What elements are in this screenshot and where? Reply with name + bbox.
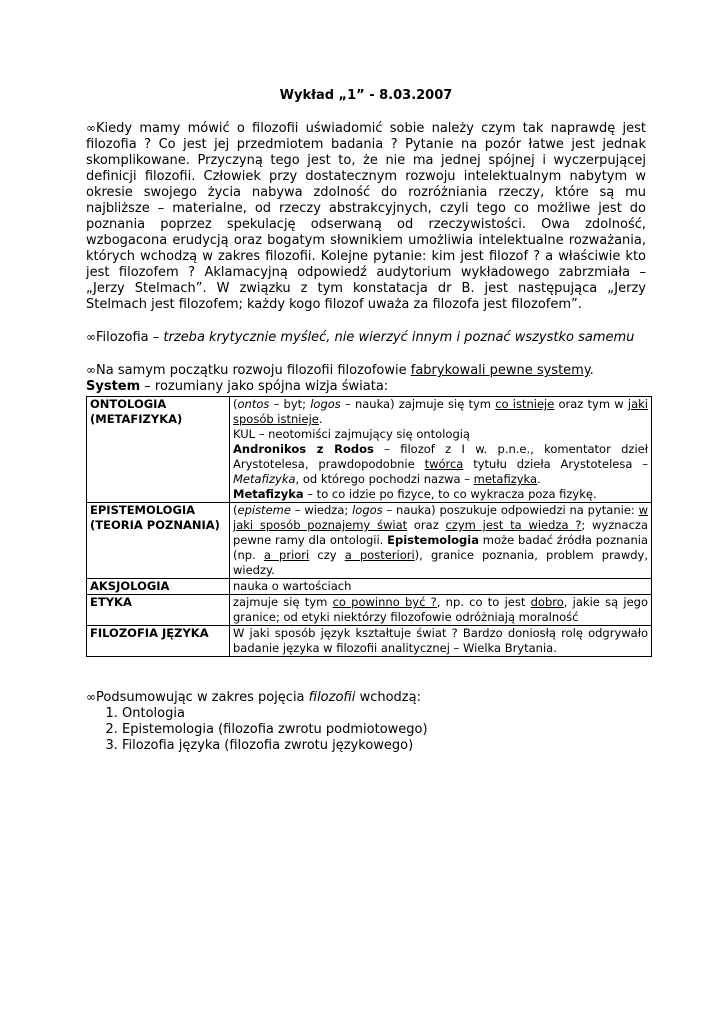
intro-paragraph xyxy=(86,120,646,313)
list-item: 2. Epistemologia (filozofia zwrotu podmiotowego) xyxy=(122,722,646,738)
summary-list xyxy=(86,706,646,754)
table-row xyxy=(87,579,652,595)
description-cell: (episteme – wiedza; logos – nauka) poszukuje odpowiedzi na pytanie: w jaki sposób poznajemy świat oraz czym jest ta wiedza ?; wyznacza pewne ramy dla ontologii. Epistemologia może badać źródła poznania (np. a priori czy a posteriori), granice poznania, problem prawdy, wiedzy. xyxy=(230,503,652,579)
description-cell: zajmuje się tym co powinno być ?, np. co to jest dobro, jakie są jego granice; od etyki niektórzy filozofowie odróżniają moralność xyxy=(230,595,652,626)
term-cell: AKSJOLOGIA xyxy=(87,579,230,595)
filozofia-definition-text: trzeba krytycznie myśleć, nie wierzyć innym i poznać wszystko samemu xyxy=(163,330,635,345)
infinity-symbol: ∞ xyxy=(86,690,96,704)
filozofia-definition: ∞Filozofia – trzeba krytycznie myśleć, nie wierzyć innym i poznać wszystko samemu xyxy=(86,330,635,345)
filozofia-label: Filozofia xyxy=(96,330,149,345)
term-cell: FILOZOFIA JĘZYKA xyxy=(87,626,230,657)
description-cell: (ontos – byt; logos – nauka) zajmuje się tym co istnieje oraz tym w jaki sposób istnieje. KUL – neotomiści zajmujący się ontologią Andronikos z Rodos – filozof z I w. p.n.e., komentator dzieł Arystotelesa, prawdopodobnie twórca tytułu dzieła Arystotelesa – Metafizyka, od którego pochodzi nazwa – metafizyka. Metafizyka – to co idzie po fizyce, to co wykracza poza fizykę. xyxy=(230,397,652,503)
system-label: System xyxy=(86,379,141,394)
systemy-underlined: fabrykowali pewne systemy xyxy=(410,363,590,378)
description-cell: nauka o wartościach xyxy=(230,579,652,595)
philosophy-branches-table xyxy=(86,396,652,657)
term-cell: ONTOLOGIA (METAFIZYKA) xyxy=(87,397,230,503)
document-content xyxy=(86,88,649,754)
table-row xyxy=(87,503,652,579)
table-row xyxy=(87,626,652,657)
list-item: 3. Filozofia języka (filozofia zwrotu językowego) xyxy=(122,738,646,754)
table-row xyxy=(87,397,652,503)
term-cell: EPISTEMOLOGIA (TEORIA POZNANIA) xyxy=(87,503,230,579)
description-cell: W jaki sposób język kształtuje świat ? Bardzo doniosłą rolę odgrywało badanie języka w filozofii analitycznej – Wielka Brytania. xyxy=(230,626,652,657)
intro-text: Kiedy mamy mówić o filozofii uświadomić sobie należy czym tak naprawdę jest filozofia ? Co jest jej przedmiotem badania ? Pytanie na pozór łatwe jest jednak skomplikowane. Przyczyną tego jest to, że nie ma jednej spójnej i wyczerpującej definicji filozofii. Człowiek przy dostatecznym rozwoju intelektualnym nabytym w okresie swojego życia nabywa zdolność do rozróżniania rzeczy, które są mu najbliższe – materialne, od rzeczy abstrakcyjnych, czyli tego co możliwe jest do poznania poprzez spekulację odserwaną od rzeczywistości. Owa zdolność, wzbogacona erudycją oraz bogatym słownikiem umożliwia intelektualne rozważania, których wchodzą w zakres filozofii. Kolejne pytanie: kim jest filozof ? a właściwie kto jest filozofem ? Aklamacyjną odpowiedź audytorium wykładowego zabrzmiała – „Jerzy Stelmach”. W związku z tym konstatacja dr B. jest następująca „Jerzy Stelmach jest filozofem; każdy kogo filozof uważa za filozofa jest filozofem”. xyxy=(86,121,646,312)
systemy-paragraph: ∞Na samym początku rozwoju filozofii filozofowie fabrykowali pewne systemy. xyxy=(86,363,594,378)
term-cell: ETYKA xyxy=(87,595,230,626)
infinity-symbol: ∞ xyxy=(86,363,96,377)
system-definition: System – rozumiany jako spójna wizja świata: xyxy=(86,379,389,394)
summary-paragraph: ∞Podsumowując w zakres pojęcia filozofii wchodzą: xyxy=(86,690,421,705)
infinity-symbol: ∞ xyxy=(86,330,96,344)
page-title: Wykład „1” - 8.03.2007 xyxy=(279,88,453,103)
list-item: 1. Ontologia xyxy=(122,706,646,722)
infinity-symbol: ∞ xyxy=(86,121,96,135)
table-row xyxy=(87,595,652,626)
